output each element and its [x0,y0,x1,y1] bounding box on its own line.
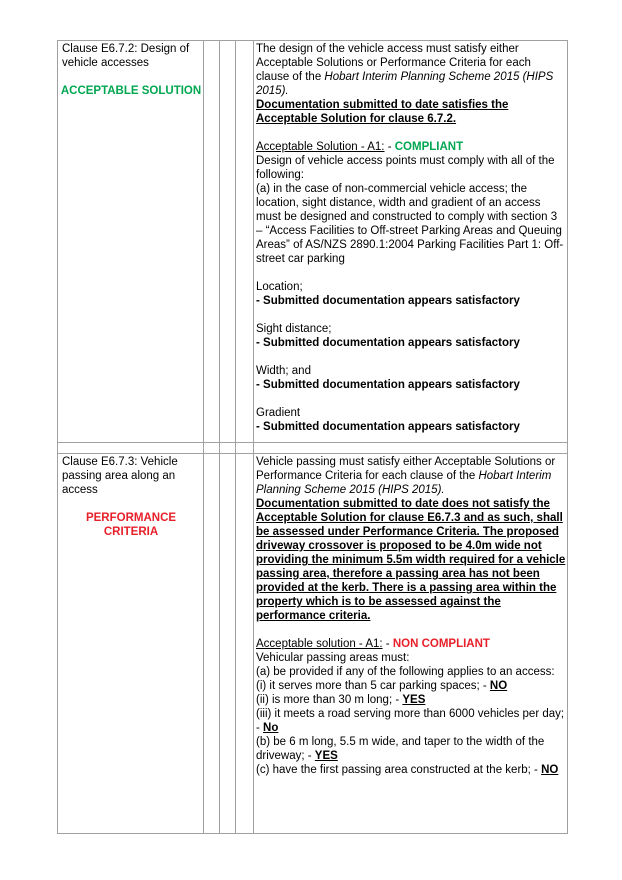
acceptable-solution-line: Acceptable Solution - A1: - COMPLIANT [256,141,464,153]
check-gradient: Gradient [256,407,301,419]
requirement-item: (i) it serves more than 5 car parking spaces; - NO [256,680,508,692]
status-performance-criteria: PERFORMANCE CRITERIA [85,512,177,538]
acceptable-solution-line: Acceptable solution - A1: - NON COMPLIANT [256,638,490,650]
requirement-item: (iii) it meets a road serving more than 6000 vehicles per day; - No [256,708,565,734]
finding-text: Documentation submitted to date satisfies the Acceptable Solution for clause 6.7.2. [256,99,509,125]
empty-cell [220,454,236,834]
empty-cell [236,443,254,454]
empty-cell [236,454,254,834]
empty-cell [254,443,568,454]
check-width: Width; and [256,365,311,377]
check-sight-distance-result: - Submitted documentation appears satisfactory [256,337,520,349]
check-sight-distance: Sight distance; [256,323,332,335]
empty-cell [204,454,220,834]
assessment-cell [254,41,568,443]
clause-cell [58,41,204,443]
requirement-item: (ii) is more than 30 m long; - YES [256,694,426,706]
clause-label: Clause E6.7.2: Design of vehicle accesses [62,43,190,69]
table-row [58,454,568,834]
empty-cell [204,443,220,454]
intro-text: The design of the vehicle access must satisfy either Acceptable Solutions or Performance Criteria for each clause of the Hobart Interim Planning Scheme 2015 (HIPS 2015). [256,43,554,97]
requirement-text: Design of vehicle access points must comply with all of the following: [256,155,555,181]
empty-cell [58,443,204,454]
status-acceptable-solution: ACCEPTABLE SOLUTION [60,85,202,97]
check-location-result: - Submitted documentation appears satisfactory [256,295,520,307]
check-gradient-result: - Submitted documentation appears satisfactory [256,421,520,433]
empty-cell [204,41,220,443]
table-row [58,443,568,454]
check-location: Location; [256,281,303,293]
requirement-item: (b) be 6 m long, 5.5 m wide, and taper to the width of the driveway; - YES [256,736,545,762]
requirement-text: Vehicular passing areas must: [256,652,410,664]
requirement-item: (c) have the first passing area constructed at the kerb; - NO [256,764,559,776]
clause-cell [58,454,204,834]
clause-label: Clause E6.7.3: Vehicle passing area along an access [62,456,178,496]
empty-cell [220,443,236,454]
table-row [58,41,568,443]
finding-text: Documentation submitted to date does not satisfy the Acceptable Solution for clause E6.7.3 and as such, shall be assessed under Performance Criteria. The proposed driveway crossover is proposed to be 4.0m wide not providing the minimum 5.5m width required for a vehicle passing area, therefore a passing area has not been provided at the kerb. There is a passing area within the property which is to be assessed against the performance criteria. [256,498,566,622]
assessment-table [57,40,568,834]
empty-cell [220,41,236,443]
requirement-a: (a) be provided if any of the following applies to an access: [256,666,555,678]
intro-text: Vehicle passing must satisfy either Acceptable Solutions or Performance Criteria for each clause of the Hobart Interim Planning Scheme 2015 (HIPS 2015). [256,456,556,496]
empty-cell [236,41,254,443]
check-width-result: - Submitted documentation appears satisfactory [256,379,520,391]
requirement-a: (a) in the case of non-commercial vehicle access; the location, sight distance, width and gradient of an access must be designed and constructed to comply with section 3 – “Access Facilities to Off-street Parking Areas and Queuing Areas” of AS/NZS 2890.1:2004 Parking Facilities Part 1: Off-street car parking [256,183,564,265]
assessment-cell [254,454,568,834]
